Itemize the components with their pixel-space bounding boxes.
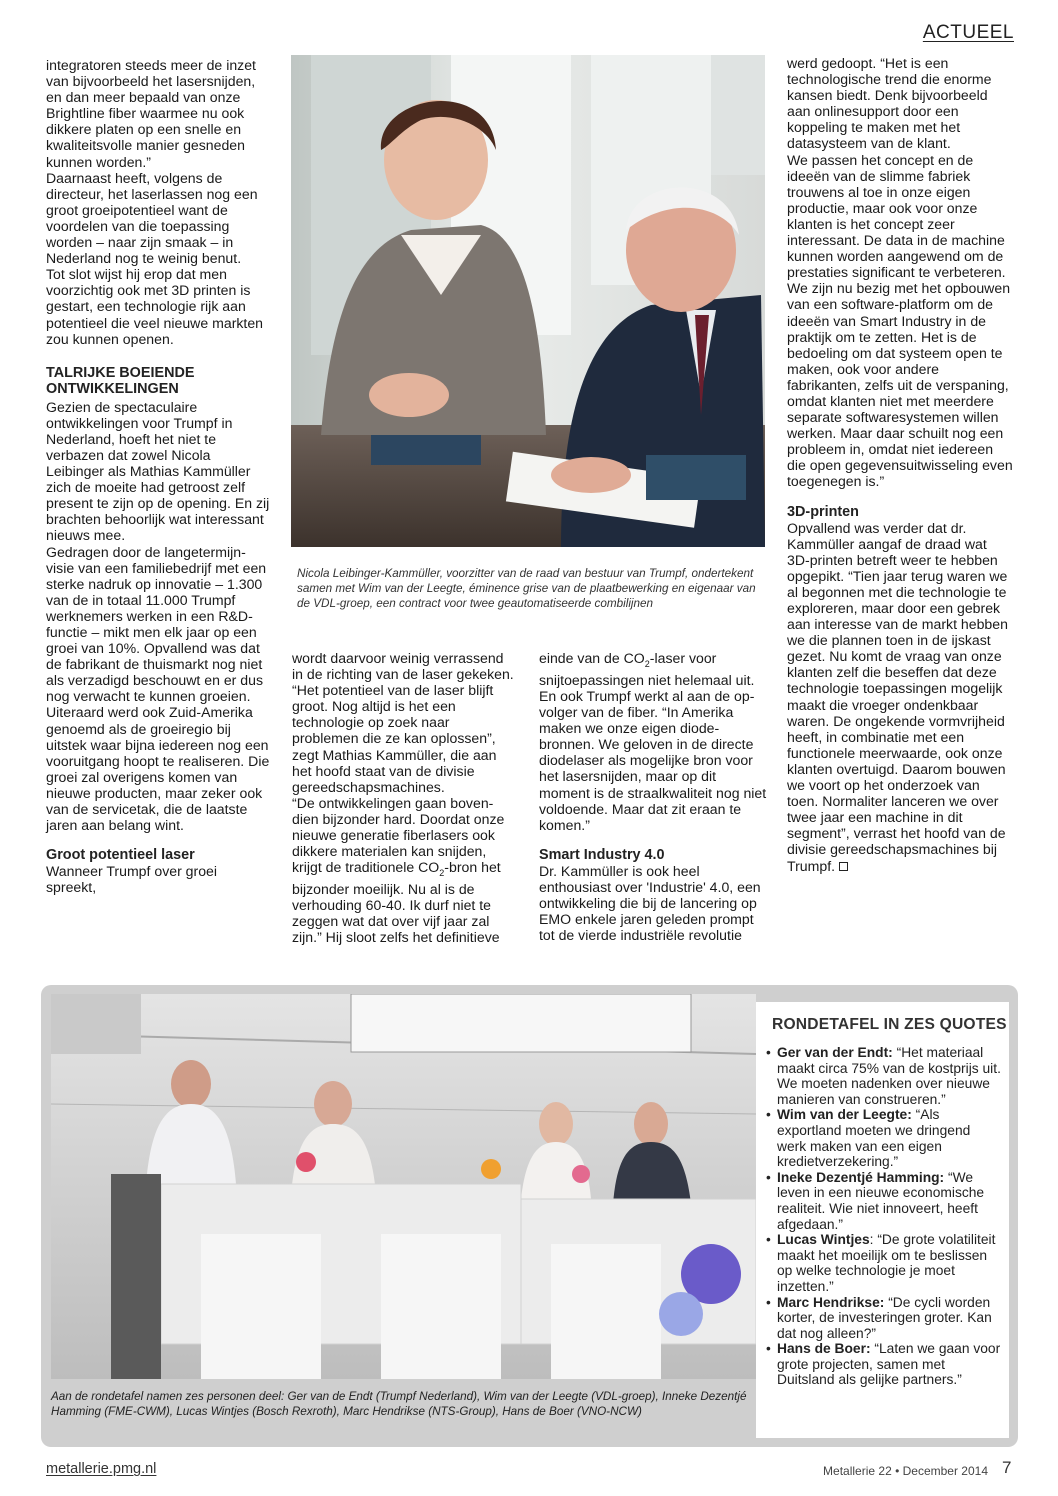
paragraph: wordt daarvoor weinig verrassend in de richting van de laser gekeken.: [292, 650, 514, 683]
paragraph: Uiteraard werd ook Zuid-Amerika genoemd als de groeiregio bij uitstek waar bijna iedereen nog een vooruitgang hoopt te realiseren. Die groei zal overigens komen van nieuwe producten, maar zeker ook van de servicetak, die de laatste jaren aan belang wint.: [46, 704, 270, 834]
section-heading: Smart Industry 4.0: [539, 846, 665, 863]
paragraph: integratoren steeds meer de inzet van bijvoorbeeld het lasersnijden, en dan meer bepaald van onze Brightline fiber waarmee nu ook dikkere platen op een snelle en kwaliteitsvolle manier gesneden kunnen worden.”: [46, 57, 256, 170]
article-column-3: [539, 650, 767, 943]
paragraph: Gedragen door de langetermijn-visie van een familiebedrijf met een sterke nadruk op innovatie – 1.300 van de in totaal 11.000 Trumpf werknemers werken in een R&D-functie – mikt men elk jaar op een groei van 10%. Opvallend was dat de fabrikant de thuismarkt nog niet als verzadigd beschouwt en er dus nog verwacht te kunnen groeien.: [46, 543, 267, 705]
bullet-icon: •: [766, 1341, 771, 1357]
bullet-icon: •: [766, 1045, 771, 1060]
section-heading: Groot potentieel laser: [46, 847, 195, 864]
paragraph: Dr. Kammüller is ook heel enthousiast over 'Industrie' 4.0, een ontwikkeling die bij de lancering op EMO enkele jaren geleden prompt tot de vierde industriële revolutie: [539, 862, 761, 944]
article-column-2: [292, 650, 517, 946]
paragraph: “De ontwikkelingen gaan boven-dien bijzonder hard. Doordat onze nieuwe generatie fiberlasers ook dikkere materialen kan snijden, krijgt de traditionele $CO_2$-bron het bijzonder moeilijk. Nu al is de verhouding 60-40. Ik durf niet te zeggen wat dat over vijf jaar zal zijn.” Hij sloot zelfs het definitieve: [292, 794, 505, 946]
bullet-icon: •: [766, 1232, 771, 1248]
paragraph: We zijn nu bezig met het opbouwen van een software-platform om de ideeën van Smart Industry in de praktijk om te zetten. Het is de bedoeling om dat systeem open te maken, ook voor andere fabrikanten, zelfs uit de verspaning, omdat klanten niet met meerdere separate softwaresystemen willen werken. Maar daar schuilt nog een probleem in, omdat niet iedereen die open gegevensuitwisseling even toegenegen is.”: [787, 280, 1013, 490]
quote-item: • Ger van der Endt: “Het materiaal maakt circa 75% van de kostprijs uit. We moeten nadenken over nieuwe manieren van construeren.”: [766, 1045, 1001, 1107]
paragraph: Daarnaast heeft, volgens de directeur, het laserlassen nog een groot groeipotentieel want de voordelen van die toepassing worden – naar zijn smaak – in Nederland nog te weinig benut.: [46, 169, 258, 267]
signing-photo: [291, 55, 765, 547]
quote-item: • Marc Hendrikse: “De cycli worden korter, de investeringen groter. Kan dat nog alleen?”: [766, 1294, 992, 1341]
bullet-icon: •: [766, 1169, 771, 1185]
website-link[interactable]: metallerie.pmg.nl: [46, 1461, 157, 1477]
signing-photo-caption: Nicola Leibinger-Kammüller, voorzitter van de raad van bestuur van Trumpf, ondertekent samen met Wim van der Leegte, éminence grise van de plaatbewerking en eigenaar van de VDL-groep, een contract voor twee geautomatiseerde combilijnen: [297, 567, 756, 610]
paragraph: Wanneer Trumpf over groei spreekt,: [46, 863, 218, 896]
article-column-1: [46, 57, 271, 895]
paragraph: “Het potentieel van de laser blijft groot. Nog altijd is het een technologie op zoek naar problemen die ze kan oplossen”, zegt Mathias Kammüller, die aan het hoofd staat van de divisie gereedschapsmachines.: [292, 682, 497, 795]
paragraph: werd gedoopt. “Het is een technologische trend die enorme kansen biedt. Denk bijvoorbeeld aan onlinesupport door een koppeling te maken met het datasysteem van de klant.: [787, 55, 992, 152]
paragraph: Opvallend was verder dat dr. Kammüller aangaf de draad wat 3D-printen betreft weer te hebben opgepikt. “Tien jaar terug waren we al begonnen met die technologie te exploreren, maar door een gebrek aan interesse van de markt hebben we die plannen toen in de ijskast gezet. Nu komt de vraag van onze klanten zelf die beseffen dat deze technologie toepassingen mogelijk maakt die vroeger ondenkbaar waren. De ongekende vormvrijheid heeft, in combinatie met een functionele meerwaarde, ook onze klanten overtuigd. Daarom bouwen we voort op het onderzoek van toen. Normaliter lanceren we over twee jaar een machine in dit segment”, verrast het hoofd van de divisie gereedschapsmachines bij Trumpf.: [787, 519, 1008, 874]
paragraph: Tot slot wijst hij erop dat men voorzichtig ook met 3D printen is gestart, een technologie rijk aan potentieel die veel nieuwe markten zou kunnen openen.: [46, 266, 264, 347]
paragraph: Gezien de spectaculaire ontwikkelingen voor Trumpf in Nederland, hoeft het niet te verbazen dat zowel Nicola Leibinger als Mathias Kammüller zich de moeite had getroost zelf present te zijn op de opening. En zij brachten behoorlijk wat interessant nieuws mee.: [46, 398, 270, 544]
quote-item: • Wim van der Leegte: “Als exportland moeten we dringend werk maken van een eigen kredietverzekering.”: [766, 1107, 971, 1170]
quote-item: • Lucas Wintjes: “De grote volatiliteit maakt het moeilijk om te beslissen op welke technologie je moet inzetten.”: [766, 1232, 996, 1294]
quotes-title: RONDETAFEL IN ZES QUOTES: [772, 1016, 1007, 1033]
article-column-4: [787, 55, 1013, 874]
quote-item: • Ineke Dezentjé Hamming: “We leven in een nieuwe economische realiteit. Wie niet innoveert, heeft afgedaan.”: [766, 1169, 985, 1232]
quote-item: • Hans de Boer: “Laten we gaan voor grote projecten, samen met Duitsland als gelijke partners.”: [766, 1341, 1001, 1388]
roundtable-photo: [51, 994, 756, 1379]
roundtable-photo-caption: Aan de rondetafel namen zes personen deel: Ger van de Endt (Trumpf Nederland), Wim van der Leegte (VDL-groep), Inneke Dezentjé Hamming (FME-CWM), Lucas Wintjes (Bosch Rexroth), Marc Hendrikse (NTS-Group), Hans de Boer (VNO-NCW): [51, 1390, 747, 1419]
quotes-list: [766, 1045, 1002, 1388]
end-of-article-icon: [839, 862, 848, 871]
bullet-icon: •: [766, 1294, 771, 1310]
bullet-icon: •: [766, 1107, 771, 1123]
section-label: ACTUEEL: [922, 22, 1014, 43]
paragraph: einde van de $CO_2$-laser voor snijtoepassingen niet helemaal uit. En ook Trumpf werkt al aan de op-volger van de fiber. “In Amerika maken we onze eigen diode-bronnen. We geloven in de directe diodelaser als mogelijke bron voor het lasersnijden, maar op dit moment is de straalkwaliteit nog niet voldoende. Maar dat zit eraan te komen.”: [539, 650, 767, 833]
signing-photo-illustration: [291, 55, 765, 547]
section-heading: TALRIJKE BOEIENDE ONTWIKKELINGEN: [46, 364, 195, 397]
paragraph: We passen het concept en de ideeën van de slimme fabriek trouwens al toe in onze eigen productie, maar ook voor onze klanten is het concept zeer interessant. De data in de machine kunnen worden aangewend om de prestaties significant te verbeteren.: [787, 151, 1006, 281]
issue-info: Metallerie 22 • December 2014: [823, 1464, 988, 1478]
roundtable-photo-illustration: [51, 994, 756, 1379]
section-heading: 3D-printen: [787, 503, 859, 520]
page-number: 7: [1002, 1458, 1012, 1477]
